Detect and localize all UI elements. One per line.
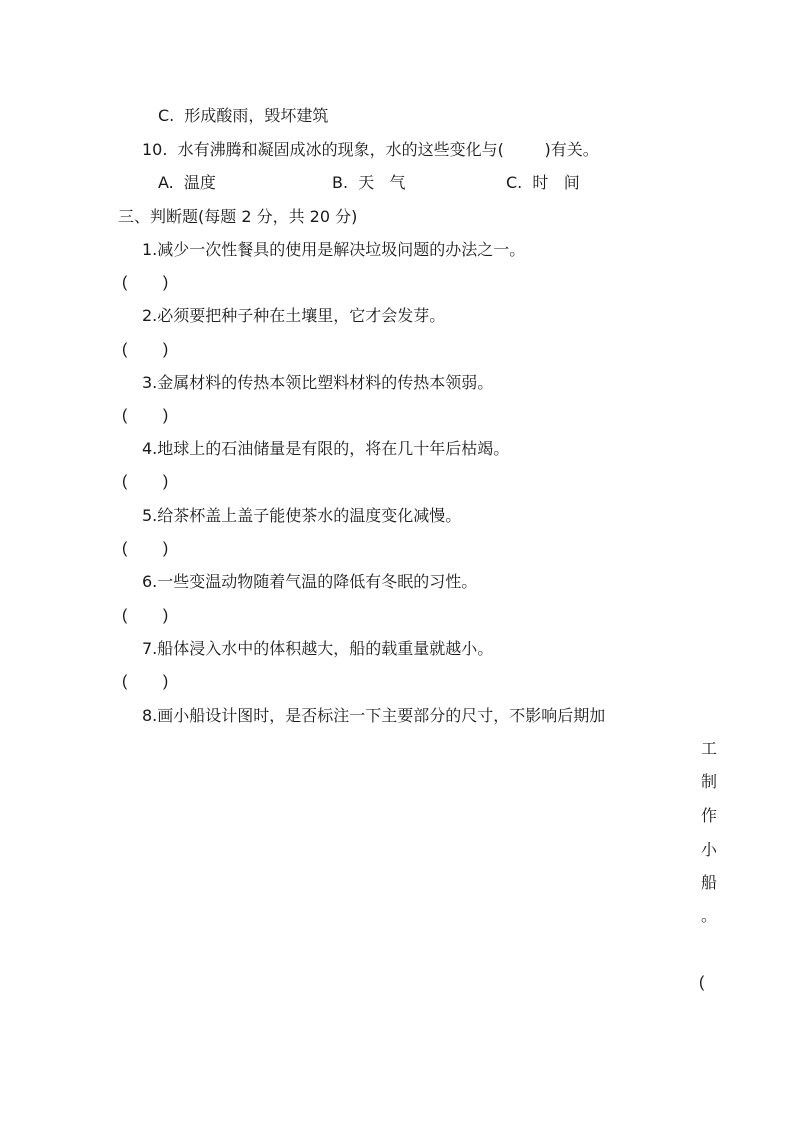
q10-stem: 10. 水有沸腾和凝固成冰的现象，水的这些变化与( )有关。 (142, 140, 599, 159)
answer-blank-5[interactable]: ( ) (122, 540, 169, 557)
q10-option-a: A. 温度 (158, 173, 216, 192)
section-three-heading: 三、判断题(每题 2 分，共 20 分) (118, 207, 358, 226)
judgement-item-2: 2.必须要把种子种在土壤里，它才会发芽。 (142, 306, 446, 325)
item-8-overflow-char: 工 (700, 739, 717, 758)
answer-blank-3[interactable]: ( ) (122, 407, 169, 424)
item-8-overflow-char: 制 (700, 772, 717, 791)
judgement-item-8: 8.画小船设计图时，是否标注一下主要部分的尺寸，不影响后期加 (142, 706, 606, 725)
item-8-overflow-char: 。 (700, 906, 717, 925)
answer-blank-8-open[interactable]: ( (699, 974, 705, 991)
answer-blank-4[interactable]: ( ) (122, 473, 169, 490)
judgement-item-6: 6.一些变温动物随着气温的降低有冬眠的习性。 (142, 572, 478, 591)
judgement-item-5: 5.给茶杯盖上盖子能使茶水的温度变化减慢。 (142, 506, 462, 525)
judgement-item-1: 1.减少一次性餐具的使用是解决垃圾问题的办法之一。 (142, 240, 526, 259)
item-8-overflow-char: 小 (700, 840, 717, 859)
judgement-item-7: 7.船体浸入水中的体积越大，船的载重量就越小。 (142, 639, 494, 658)
answer-blank-7[interactable]: ( ) (122, 673, 169, 690)
answer-blank-2[interactable]: ( ) (122, 341, 169, 358)
answer-blank-1[interactable]: ( ) (122, 274, 169, 291)
q9-option-c: C. 形成酸雨，毁坏建筑 (158, 106, 329, 125)
q10-option-b: B. 天 气 (332, 173, 406, 192)
q10-option-c: C. 时 间 (506, 173, 580, 192)
item-8-overflow-char: 船 (700, 873, 717, 892)
judgement-item-4: 4.地球上的石油储量是有限的，将在几十年后枯竭。 (142, 439, 510, 458)
judgement-item-3: 3.金属材料的传热本领比塑料材料的传热本领弱。 (142, 373, 494, 392)
item-8-overflow-char: 作 (700, 806, 717, 825)
answer-blank-6[interactable]: ( ) (122, 607, 169, 624)
